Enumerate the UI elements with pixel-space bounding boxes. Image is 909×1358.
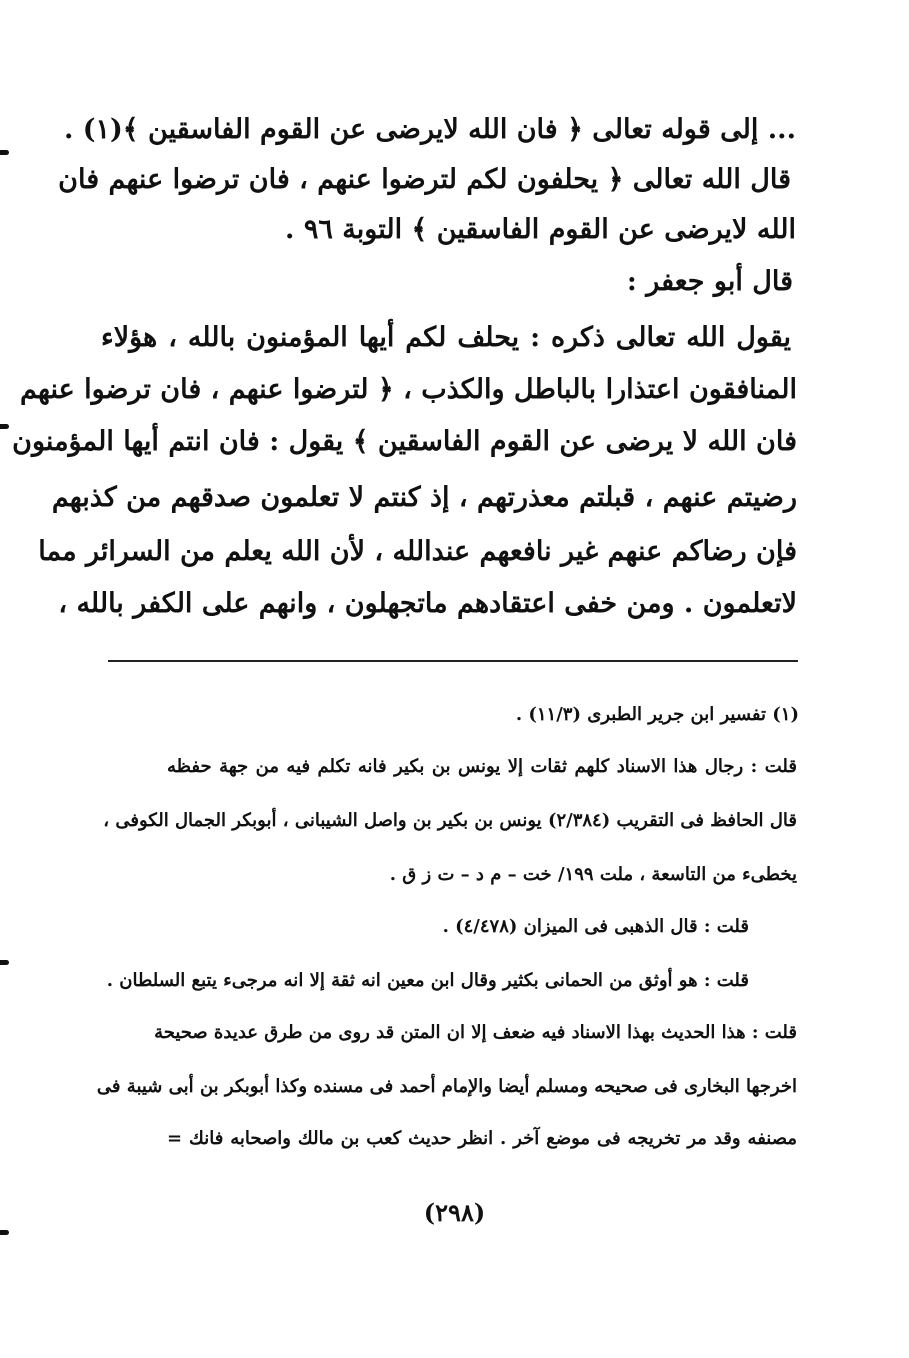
- scan-edge-mark: [0, 960, 9, 965]
- main-text-line: ... إلى قوله تعالى ﴿ فان الله لايرضى عن القوم الفاسقين ﴾(١) .: [63, 114, 796, 145]
- footnote-line: قال الحافظ فى التقريب (٢/٣٨٤) يونس بن بكير بن واصل الشيبانى ، أبوبكر الجمال الكوفى ،: [103, 810, 797, 831]
- footnote-line: (١) تفسير ابن جرير الطبرى (١١/٣) .: [515, 704, 799, 725]
- main-text-line: فان الله لا يرضى عن القوم الفاسقين ﴾ يقول : فان انتم أيها المؤمنون: [12, 426, 797, 457]
- main-text-line: رضيتم عنهم ، قبلتم معذرتهم ، إذ كنتم لا تعلمون صدقهم من كذبهم: [51, 482, 797, 513]
- main-text-line: الله لايرضى عن القوم الفاسقين ﴾ التوبة ٩٦ .: [285, 214, 796, 245]
- main-text-line: المنافقون اعتذارا بالباطل والكذب ، ﴿ لترضوا عنهم ، فان ترضوا عنهم: [20, 374, 797, 405]
- footnote-divider: [108, 660, 798, 662]
- main-text-line: يقول الله تعالى ذكره : يحلف لكم أيها المؤمنون بالله ، هؤلاء: [101, 322, 791, 353]
- footnote-line: مصنفه وقد مر تخريجه فى موضع آخر . انظر حديث كعب بن مالك واصحابه فانك =: [167, 1128, 797, 1149]
- footnote-line: يخطىء من التاسعة ، ملت ١٩٩/ خت – م د – ت ز ق .: [389, 864, 797, 885]
- scan-edge-mark: [0, 1230, 9, 1235]
- footnote-line: قلت : رجال هذا الاسناد كلهم ثقات إلا يونس بن بكير فانه تكلم فيه من جهة حفظه: [167, 756, 797, 777]
- footnote-line: قلت : قال الذهبى فى الميزان (٤/٤٧٨) .: [442, 916, 749, 937]
- scan-edge-mark: [0, 424, 9, 429]
- main-text-line: فإن رضاكم عنهم غير نافعهم عندالله ، لأن الله يعلم من السرائر مما: [38, 536, 797, 567]
- main-text-line: قال أبو جعفر :: [626, 266, 793, 297]
- scan-edge-mark: [0, 150, 9, 155]
- footnote-line: اخرجها البخارى فى صحيحه ومسلم أيضا والإمام أحمد فى مسنده وكذا أبوبكر بن أبى شيبة فى: [96, 1076, 797, 1097]
- footnote-line: قلت : هو أوثق من الحمانى بكثير وقال ابن معين انه ثقة إلا انه مرجىء يتبع السلطان .: [106, 970, 749, 991]
- main-text-line: قال الله تعالى ﴿ يحلفون لكم لترضوا عنهم ، فان ترضوا عنهم فان: [58, 164, 791, 195]
- footnote-line: قلت : هذا الحديث بهذا الاسناد فيه ضعف إلا ان المتن قد روى من طرق عديدة صحيحة: [154, 1022, 797, 1043]
- main-text-line: لاتعلمون . ومن خفى اعتقادهم ماتجهلون ، وانهم على الكفر بالله ،: [58, 588, 797, 619]
- page-number: (٢٩٨): [423, 1198, 486, 1227]
